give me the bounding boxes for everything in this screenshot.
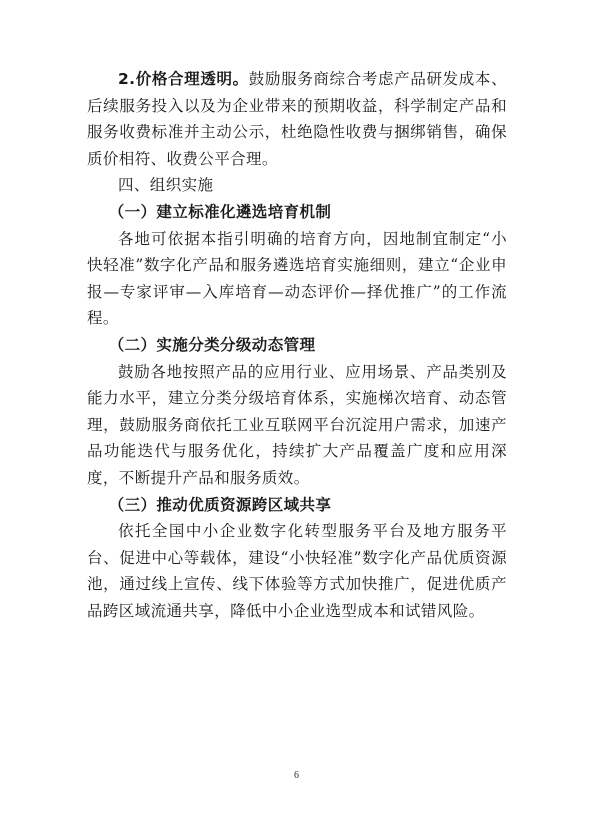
paragraph-price-transparency (87, 66, 507, 172)
subsection-heading-3: （三）推动优质资源跨区域共享 (108, 495, 332, 514)
page-number: 6 (294, 770, 299, 781)
subsection-heading-1: （一）建立标准化遴选培育机制 (108, 202, 332, 221)
subsection-2-text: 鼓励各地按照产品的应用行业、应用场景、产品类别及能力水平，建立分类分级培育体系，实施梯次培育、动态管理，鼓励服务商依托工业互联网平台沉淀用户需求，加速产品功能迭代与服务优化，持续扩大产品覆盖广度和应用深度，不断提升产品和服务质效。 (87, 362, 507, 487)
section-heading-organization: 四、组织实施 (118, 176, 214, 195)
subsection-heading-2: （二）实施分类分级动态管理 (108, 335, 316, 354)
document-page (87, 66, 507, 624)
paragraph-text: 鼓励服务商综合考虑产品研发成本、后续服务投入以及为企业带来的预期收益，科学制定产品和服务收费标准并主动公示，杜绝隐性收费与捆绑销售，确保质价相符、收费公平合理。 (87, 70, 507, 168)
subsection-1-text: 各地可依据本指引明确的培育方向，因地制宜制定“小快轻准”数字化产品和服务遴选培育实施细则，建立“企业申报—专家评审—入库培育—动态评价—择优推广”的工作流程。 (87, 229, 507, 328)
paragraph-lead: 2.价格合理透明。 (118, 70, 249, 88)
subsection-3-text: 依托全国中小企业数字化转型服务平台及地方服务平台、促进中心等载体，建设“小快轻准”数字化产品优质资源池，通过线上宣传、线下体验等方式加快推广，促进优质产品跨区域流通共享，降低中小企业选型成本和试错风险。 (87, 522, 507, 620)
